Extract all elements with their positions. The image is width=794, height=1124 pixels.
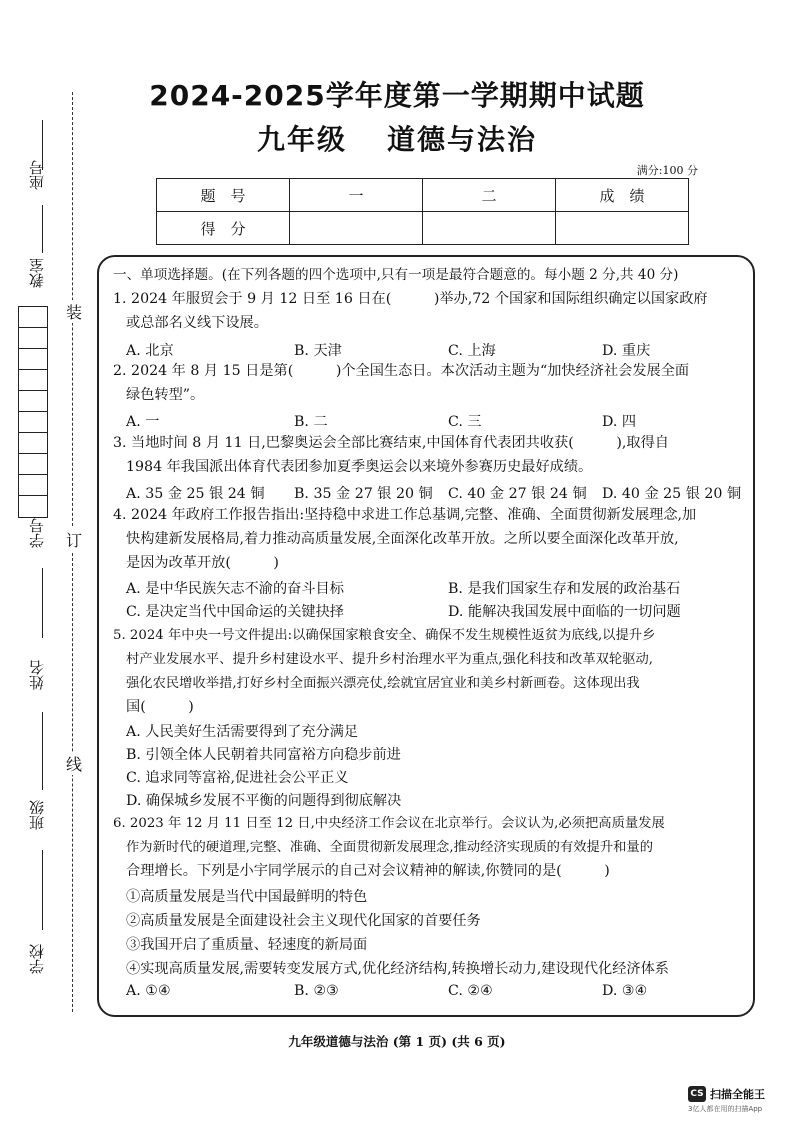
score-header-part1: 一	[290, 179, 423, 212]
school-label: 学校	[28, 944, 46, 974]
classroom-line	[42, 205, 43, 253]
scanner-watermark	[688, 1086, 765, 1102]
q3-line1: 3. 当地时间 8 月 11 日,巴黎奥运会全部比赛结束,中国体育代表团共收获( ),取得自	[113, 435, 669, 451]
scanner-tagline: 3亿人都在用的扫描App	[688, 1105, 763, 1113]
score-table	[156, 178, 689, 245]
score-cell-part1[interactable]	[290, 212, 423, 245]
q4-option-d[interactable]: D. 能解决我国发展中面临的一切问题	[448, 604, 681, 620]
q2-option-c[interactable]: C. 三	[448, 414, 482, 430]
binding-mark-zhuang: 装	[66, 300, 82, 323]
score-cell-total[interactable]	[556, 212, 689, 245]
school-line	[42, 850, 43, 930]
q1-line1: 1. 2024 年服贸会于 9 月 12 日至 16 日在( )举办,72 个国家和国际组织确定以国家政府	[113, 291, 708, 307]
q4-option-b[interactable]: B. 是我们国家生存和发展的政治基石	[448, 581, 681, 597]
name-line	[42, 568, 43, 638]
exam-title: 2024-2025学年度第一学期期中试题	[149, 79, 645, 112]
q6-line2: 作为新时代的硬道理,完整、准确、全面贯彻新发展理念,推动经济实现质的有效提升和量的	[126, 840, 654, 855]
binding-dashed-line	[72, 92, 73, 1012]
q4-line3: 是因为改革开放( )	[126, 555, 279, 571]
q5-line1: 5. 2024 年中央一号文件提出:以确保国家粮食安全、确保不发生规模性返贫为底线,以提升乡	[113, 628, 656, 643]
classroom-label: 教室	[28, 258, 46, 288]
q1-option-b[interactable]: B. 天津	[294, 343, 342, 359]
q2-line1: 2. 2024 年 8 月 15 日是第( )个全国生态日。本次活动主题为“加快经济社会发展全面	[113, 363, 690, 379]
q4-line2: 快构建新发展格局,着力推动高质量发展,全面深化改革开放。之所以要全面深化改革开放,	[126, 531, 679, 547]
q6-option-d[interactable]: D. ③④	[602, 983, 648, 999]
q3-line2: 1984 年我国派出体育代表团参加夏季奥运会以来境外参赛历史最好成绩。	[126, 459, 593, 475]
q3-option-a[interactable]: A. 35 金 25 银 24 铜	[126, 486, 265, 502]
student-number-boxes[interactable]	[18, 306, 48, 518]
q2-option-a[interactable]: A. 一	[126, 414, 160, 430]
scanner-logo-icon: CS	[688, 1086, 706, 1102]
score-header-item: 题 号	[157, 179, 290, 212]
q5-line3: 强化农民增收举措,打好乡村全面振兴漂亮仗,绘就宜居宜业和美乡村新画卷。这体现出我	[126, 676, 640, 691]
q6-statement-4: ④实现高质量发展,需要转变发展方式,优化经济结构,转换增长动力,建设现代化经济体系	[126, 961, 669, 977]
q1-option-d[interactable]: D. 重庆	[602, 343, 651, 359]
q2-option-b[interactable]: B. 二	[294, 414, 328, 430]
scanner-app-name: 扫描全能王	[710, 1088, 765, 1101]
binding-mark-xian: 线	[66, 752, 82, 775]
q4-option-c[interactable]: C. 是决定当代中国命运的关键抉择	[126, 604, 344, 620]
q6-statement-2: ②高质量发展是全面建设社会主义现代化国家的首要任务	[126, 913, 481, 929]
score-header-part2: 二	[423, 179, 556, 212]
q5-option-a[interactable]: A. 人民美好生活需要得到了充分满足	[126, 724, 359, 740]
q6-line1: 6. 2023 年 12 月 11 日至 12 日,中央经济工作会议在北京举行。会议认为,必须把高质量发展	[113, 816, 665, 831]
student-no-label: 学号	[28, 518, 46, 548]
binding-mark-ding: 订	[66, 528, 82, 551]
q3-option-d[interactable]: D. 40 金 25 银 20 铜	[602, 486, 742, 502]
page-footer: 九年级道德与法治 (第 1 页) (共 6 页)	[288, 1034, 506, 1049]
class-label: 班级	[28, 800, 46, 830]
q2-line2: 绿色转型”。	[126, 387, 205, 403]
q4-option-a[interactable]: A. 是中华民族矢志不渝的奋斗目标	[126, 581, 344, 597]
section-heading: 一、单项选择题。(在下列各题的四个选项中,只有一项是最符合题意的。每小题 2 分,共 40 分)	[113, 267, 679, 283]
q5-option-d[interactable]: D. 确保城乡发展不平衡的问题得到彻底解决	[126, 793, 402, 809]
q6-option-c[interactable]: C. ②④	[448, 983, 493, 999]
q3-option-c[interactable]: C. 40 金 27 银 24 铜	[448, 486, 587, 502]
exam-subtitle	[0, 118, 794, 158]
q5-option-c[interactable]: C. 追求同等富裕,促进社会公平正义	[126, 770, 349, 786]
full-score: 满分:100 分	[636, 164, 698, 177]
q5-option-b[interactable]: B. 引领全体人民朝着共同富裕方向稳步前进	[126, 747, 401, 763]
q3-option-b[interactable]: B. 35 金 27 银 20 铜	[294, 486, 433, 502]
q1-line2: 或总部名义线下设展。	[126, 315, 268, 331]
q1-option-c[interactable]: C. 上海	[448, 343, 496, 359]
seat-label: 座号	[28, 160, 46, 190]
name-label: 姓名	[28, 660, 46, 690]
score-cell-part2[interactable]	[423, 212, 556, 245]
q5-line4: 国( )	[126, 699, 194, 715]
subject-label: 道德与法治	[387, 123, 538, 156]
class-line	[42, 712, 43, 790]
q4-line1: 4. 2024 年政府工作报告指出:坚持稳中求进工作总基调,完整、准确、全面贯彻新发展理念,加	[113, 507, 697, 523]
q6-statement-1: ①高质量发展是当代中国最鲜明的特色	[126, 889, 368, 905]
score-header-total: 成 绩	[556, 179, 689, 212]
q1-option-a[interactable]: A. 北京	[126, 343, 174, 359]
q2-option-d[interactable]: D. 四	[602, 414, 637, 430]
q5-line2: 村产业发展水平、提升乡村建设水平、提升乡村治理水平为重点,强化科技和改革双轮驱动,	[126, 652, 654, 667]
grade-label: 九年级	[256, 123, 347, 156]
q6-line3: 合理增长。下列是小宇同学展示的自己对会议精神的解读,你赞同的是( )	[126, 863, 610, 879]
q6-option-a[interactable]: A. ①④	[126, 983, 171, 999]
q6-option-b[interactable]: B. ②③	[294, 983, 339, 999]
q6-statement-3: ③我国开启了重质量、轻速度的新局面	[126, 937, 368, 953]
score-row-label: 得 分	[157, 212, 290, 245]
